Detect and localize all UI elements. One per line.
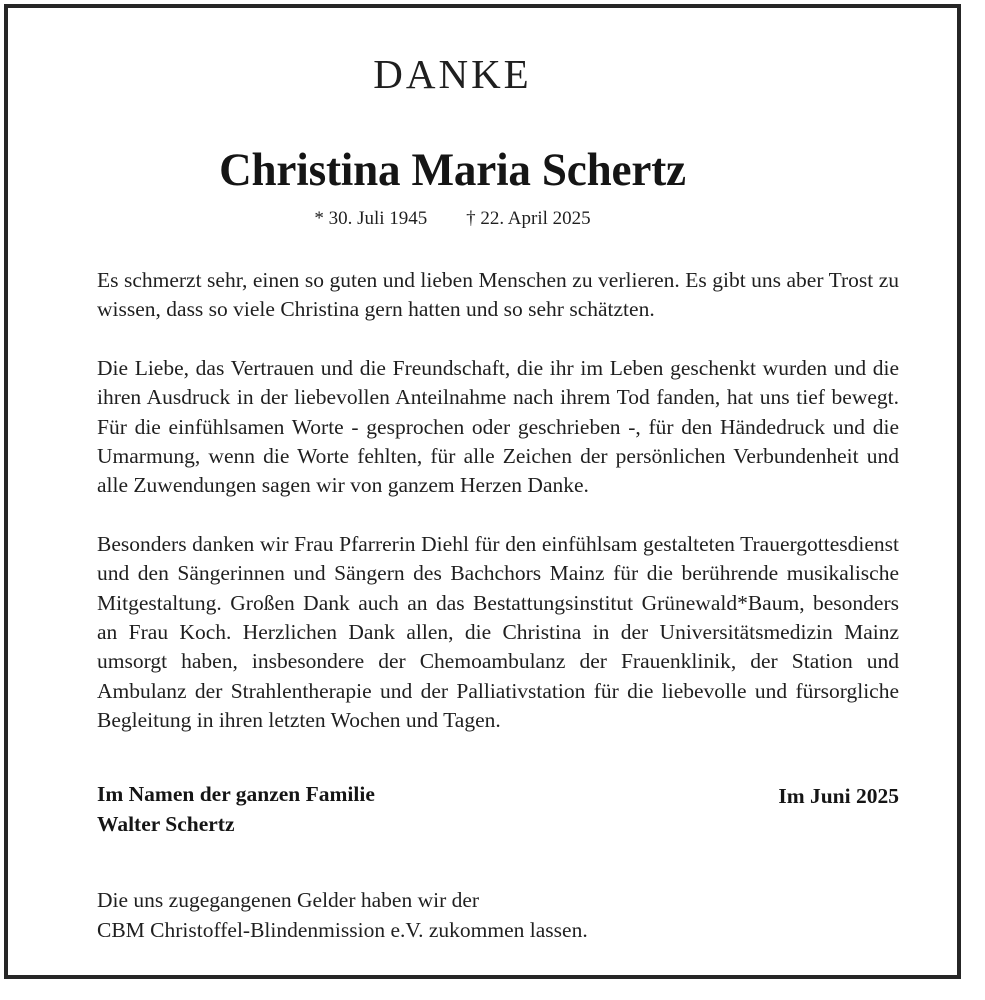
paragraph-gratitude: Die Liebe, das Vertrauen und die Freundschaft, die ihr im Leben geschenkt wurden und die ihren Ausdruck in der liebevollen Anteilnahme nach ihrem Tod fanden, hat uns tief bewegt. Für die einfühlsamen Worte - gesprochen oder geschrieben -, für den Händedruck und die Umarmung, wenn die Worte fehlten, für alle Zeichen der persönlichen Verbundenheit und alle Zuwendungen sagen wir von ganzem Herzen Danke. <box>97 355 899 498</box>
donation-line-1: Die uns zugegangenen Gelder haben wir der <box>97 888 480 912</box>
birth-date: * 30. Juli 1945 <box>314 208 428 229</box>
signature-name-line: Walter Schertz <box>97 811 235 836</box>
donation-note <box>97 886 899 945</box>
paragraph-acknowledgements: Besonders danken wir Frau Pfarrerin Diehl für den einfühlsam gestalteten Trauergottesdienst und den Sängerinnen und Sängern des Bachchors Mainz für die berührende musikalische Mitgestaltung. Großen Dank auch an das Bestattungsinstitut Grünewald*Baum, besonders an Frau Koch. Herzlichen Dank allen, die Christina in der Universitätsmedizin Mainz umsorgt haben, insbesondere der Chemoambulanz der Frauenklinik, der Station und Ambulanz der Strahlentherapie und der Palliativstation für die liebevolle und fürsorgliche Begleitung in ihren letzten Wochen und Tagen. <box>97 531 899 733</box>
donation-line-2: CBM Christoffel-Blindenmission e.V. zukommen lassen. <box>97 917 588 942</box>
signature-date: Im Juni 2025 <box>778 784 899 808</box>
message-body <box>97 266 899 736</box>
signature-family <box>97 780 375 839</box>
signature-row <box>97 780 899 839</box>
deceased-name: Christina Maria Schertz <box>219 144 686 196</box>
life-dates <box>8 208 897 231</box>
card-inner <box>8 8 957 975</box>
paragraph-opening: Es schmerzt sehr, einen so guten und lieben Menschen zu verlieren. Es gibt uns aber Trost zu wissen, dass so viele Christina gern hatten und so sehr schätzten. <box>97 268 899 322</box>
obituary-card <box>4 4 961 979</box>
death-date: † 22. April 2025 <box>466 208 591 229</box>
thanks-heading: DANKE <box>373 51 532 97</box>
signature-family-line: Im Namen der ganzen Familie <box>97 782 375 806</box>
